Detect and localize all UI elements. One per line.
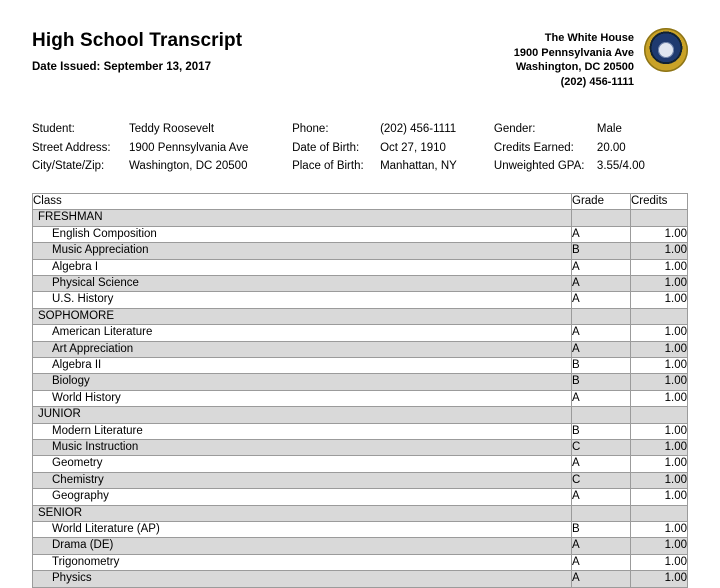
place-of-birth-label: Place of Birth: bbox=[292, 160, 364, 173]
table-row bbox=[33, 341, 688, 357]
page-title: High School Transcript bbox=[32, 30, 243, 51]
student-info-labels-2 bbox=[292, 120, 380, 176]
course-grade: C bbox=[572, 440, 631, 456]
header-right-block bbox=[514, 26, 688, 89]
course-grade: A bbox=[572, 226, 631, 242]
school-name: The White House bbox=[544, 32, 634, 44]
course-name: Algebra I bbox=[33, 259, 572, 275]
document-header bbox=[32, 26, 688, 89]
course-credits: 1.00 bbox=[631, 522, 688, 538]
table-row bbox=[33, 226, 688, 242]
transcript-table-body bbox=[33, 210, 688, 587]
phone-value: (202) 456-1111 bbox=[380, 123, 457, 136]
course-name: Physics bbox=[33, 571, 572, 587]
place-of-birth-value: Manhattan, NY bbox=[380, 160, 457, 173]
table-header-row bbox=[33, 193, 688, 209]
course-name: English Composition bbox=[33, 226, 572, 242]
table-section-row bbox=[33, 210, 688, 226]
table-row bbox=[33, 243, 688, 259]
course-grade: A bbox=[572, 489, 631, 505]
course-grade: B bbox=[572, 358, 631, 374]
course-grade: A bbox=[572, 390, 631, 406]
course-name: Drama (DE) bbox=[33, 538, 572, 554]
unweighted-gpa-label: Unweighted GPA: bbox=[493, 160, 585, 173]
school-address bbox=[514, 26, 634, 89]
course-name: Music Appreciation bbox=[33, 243, 572, 259]
student-label: Student: bbox=[32, 123, 75, 136]
course-name: World Literature (AP) bbox=[33, 522, 572, 538]
course-grade: B bbox=[572, 522, 631, 538]
table-row bbox=[33, 292, 688, 308]
table-row bbox=[33, 554, 688, 570]
course-name: Music Instruction bbox=[33, 440, 572, 456]
date-of-birth-label: Date of Birth: bbox=[292, 141, 360, 154]
table-row bbox=[33, 538, 688, 554]
course-credits: 1.00 bbox=[631, 259, 688, 275]
course-credits: 1.00 bbox=[631, 472, 688, 488]
course-grade bbox=[572, 210, 631, 226]
course-grade: A bbox=[572, 571, 631, 587]
course-name: Art Appreciation bbox=[33, 341, 572, 357]
table-row bbox=[33, 423, 688, 439]
course-name: Trigonometry bbox=[33, 554, 572, 570]
student-info-values-2 bbox=[380, 120, 457, 176]
student-value: Teddy Roosevelt bbox=[129, 123, 215, 136]
course-grade: A bbox=[572, 259, 631, 275]
course-grade: B bbox=[572, 423, 631, 439]
table-row bbox=[33, 571, 688, 587]
course-grade: A bbox=[572, 554, 631, 570]
section-label: FRESHMAN bbox=[33, 210, 572, 226]
course-name: World History bbox=[33, 390, 572, 406]
city-state-zip-value: Washington, DC 20500 bbox=[129, 160, 248, 173]
course-grade bbox=[572, 505, 631, 521]
table-section-row bbox=[33, 308, 688, 324]
school-street: 1900 Pennsylvania Ave bbox=[513, 46, 634, 59]
course-grade: A bbox=[572, 538, 631, 554]
student-info-labels-1 bbox=[32, 120, 129, 176]
course-name: U.S. History bbox=[33, 292, 572, 308]
table-row bbox=[33, 489, 688, 505]
course-credits: 1.00 bbox=[631, 374, 688, 390]
course-credits bbox=[631, 308, 688, 324]
course-name: Chemistry bbox=[33, 472, 572, 488]
course-credits: 1.00 bbox=[631, 358, 688, 374]
course-credits: 1.00 bbox=[631, 341, 688, 357]
course-grade: A bbox=[572, 325, 631, 341]
table-row bbox=[33, 259, 688, 275]
course-credits: 1.00 bbox=[631, 226, 688, 242]
student-info-values-1 bbox=[129, 120, 248, 176]
presidential-seal-icon bbox=[644, 28, 688, 72]
course-credits: 1.00 bbox=[631, 538, 688, 554]
student-info-column-3 bbox=[494, 120, 688, 176]
gender-value: Male bbox=[596, 123, 622, 136]
course-name: American Literature bbox=[33, 325, 572, 341]
table-row bbox=[33, 472, 688, 488]
course-credits: 1.00 bbox=[631, 554, 688, 570]
course-credits: 1.00 bbox=[631, 390, 688, 406]
course-credits: 1.00 bbox=[631, 423, 688, 439]
gender-label: Gender: bbox=[493, 123, 536, 136]
section-label: SOPHOMORE bbox=[33, 308, 572, 324]
table-row bbox=[33, 522, 688, 538]
course-credits: 1.00 bbox=[631, 456, 688, 472]
table-row bbox=[33, 325, 688, 341]
course-grade: A bbox=[572, 341, 631, 357]
course-credits: 1.00 bbox=[631, 325, 688, 341]
table-row bbox=[33, 275, 688, 291]
table-row bbox=[33, 440, 688, 456]
column-header-grade: Grade bbox=[572, 193, 631, 209]
school-phone: (202) 456-1111 bbox=[560, 75, 634, 88]
course-name: Algebra II bbox=[33, 358, 572, 374]
course-credits: 1.00 bbox=[631, 440, 688, 456]
course-credits: 1.00 bbox=[631, 275, 688, 291]
section-label: SENIOR bbox=[33, 505, 572, 521]
credits-earned-label: Credits Earned: bbox=[493, 141, 574, 154]
city-state-zip-label: City/State/Zip: bbox=[32, 160, 105, 173]
course-credits bbox=[631, 505, 688, 521]
unweighted-gpa-value: 3.55/4.00 bbox=[596, 160, 645, 173]
course-grade: A bbox=[572, 275, 631, 291]
header-left-block bbox=[32, 26, 242, 73]
transcript-table-head bbox=[33, 193, 688, 209]
credits-earned-value: 20.00 bbox=[596, 141, 626, 154]
phone-label: Phone: bbox=[292, 123, 329, 136]
table-row bbox=[33, 358, 688, 374]
column-header-class: Class bbox=[33, 193, 572, 209]
course-credits bbox=[631, 407, 688, 423]
course-credits: 1.00 bbox=[631, 292, 688, 308]
section-label: JUNIOR bbox=[33, 407, 572, 423]
course-name: Geography bbox=[33, 489, 572, 505]
student-info-column-2 bbox=[292, 120, 494, 176]
course-grade: A bbox=[572, 292, 631, 308]
school-citystate: Washington, DC 20500 bbox=[515, 61, 634, 74]
course-grade bbox=[572, 407, 631, 423]
course-name: Biology bbox=[33, 374, 572, 390]
course-credits: 1.00 bbox=[631, 489, 688, 505]
table-section-row bbox=[33, 505, 688, 521]
student-info bbox=[32, 120, 688, 176]
course-grade bbox=[572, 308, 631, 324]
course-grade: B bbox=[572, 374, 631, 390]
student-info-column-1 bbox=[32, 120, 292, 176]
course-name: Geometry bbox=[33, 456, 572, 472]
course-credits: 1.00 bbox=[631, 571, 688, 587]
transcript-table bbox=[32, 193, 688, 588]
table-row bbox=[33, 456, 688, 472]
course-grade: A bbox=[572, 456, 631, 472]
column-header-credits: Credits bbox=[631, 193, 688, 209]
date-issued: Date Issued: September 13, 2017 bbox=[32, 61, 211, 73]
course-grade: B bbox=[572, 243, 631, 259]
course-credits: 1.00 bbox=[631, 243, 688, 259]
student-info-values-3 bbox=[597, 120, 645, 176]
table-section-row bbox=[33, 407, 688, 423]
table-row bbox=[33, 390, 688, 406]
course-credits bbox=[631, 210, 688, 226]
date-of-birth-value: Oct 27, 1910 bbox=[380, 141, 446, 154]
table-row bbox=[33, 374, 688, 390]
course-grade: C bbox=[572, 472, 631, 488]
student-info-labels-3 bbox=[494, 120, 597, 176]
transcript-table-wrapper bbox=[32, 193, 688, 588]
street-address-label: Street Address: bbox=[32, 141, 111, 154]
course-name: Physical Science bbox=[33, 275, 572, 291]
course-name: Modern Literature bbox=[33, 423, 572, 439]
street-address-value: 1900 Pennsylvania Ave bbox=[129, 141, 249, 154]
